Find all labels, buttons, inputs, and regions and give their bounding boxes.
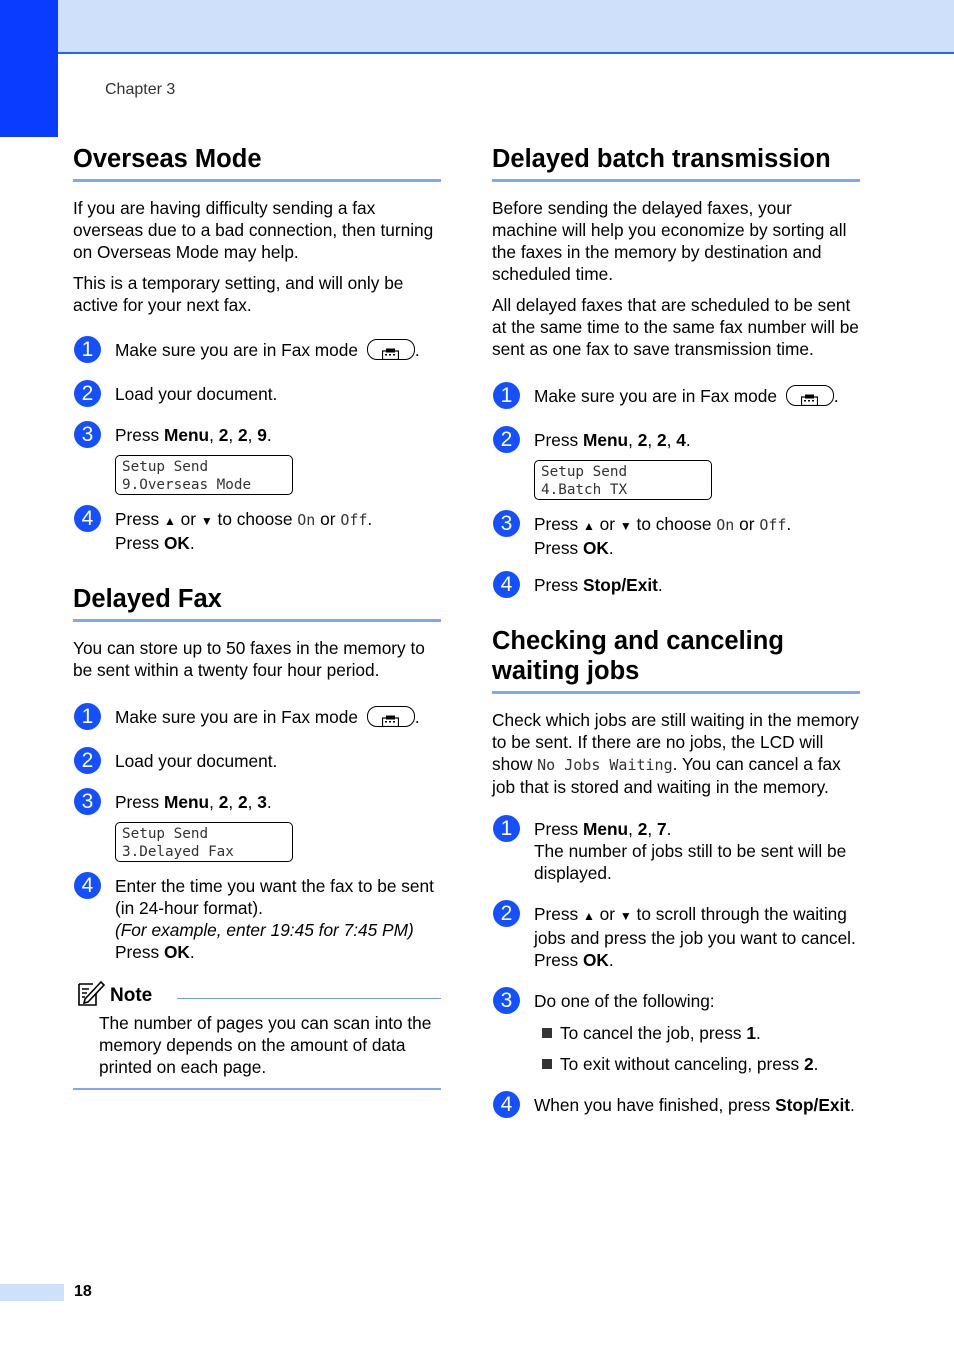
overseas-step-3: 3 Press Menu, 2, 2, 9. <box>73 424 441 446</box>
checking-step-4: 4 When you have finished, press Stop/Exit. <box>492 1094 860 1116</box>
delayed-step-4: 4 Enter the time you want the fax to be sent (in 24-hour format). (For example, enter 19:45 for 7:45 PM) Press OK. <box>73 875 441 963</box>
overseas-note: This is a temporary setting, and will only be active for your next fax. <box>73 273 404 315</box>
step-number-icon: 2 <box>493 900 520 927</box>
overseas-step-1: 1 Make sure you are in Fax mode . <box>73 339 441 361</box>
heading-overseas-mode: Overseas Mode <box>73 144 441 182</box>
lcd-delayed-fax: Setup Send 3.Delayed Fax <box>115 822 293 862</box>
heading-delayed-batch: Delayed batch transmission <box>492 144 860 182</box>
step-number-icon: 4 <box>493 1091 520 1118</box>
header-band <box>0 0 954 54</box>
option-exit: To exit without canceling, press 2. <box>534 1053 860 1075</box>
step-number-icon: 1 <box>493 815 520 842</box>
note-title: Note <box>110 985 153 1006</box>
step-number-icon: 3 <box>74 421 101 448</box>
checking-intro: Check which jobs are still waiting in the memory to be sent. If there are no jobs, the LCD will show No Jobs Waiting. You can cancel a fax job that is stored and waiting in the memory. <box>492 710 859 797</box>
batch-step-1: 1 Make sure you are in Fax mode . <box>492 385 860 407</box>
batch-step-4: 4 Press Stop/Exit. <box>492 574 860 596</box>
lcd-overseas: Setup Send 9.Overseas Mode <box>115 455 293 495</box>
delayed-step-1: 1 Make sure you are in Fax mode . <box>73 706 441 728</box>
step-number-icon: 1 <box>74 336 101 363</box>
page-number: 18 <box>74 1283 92 1300</box>
bullet-square-icon <box>542 1059 552 1069</box>
checking-step-1: 1 Press Menu, 2, 7. The number of jobs still to be sent will be displayed. <box>492 818 860 884</box>
heading-checking-jobs: Checking and canceling waiting jobs <box>492 626 860 694</box>
step-number-icon: 4 <box>74 505 101 532</box>
lcd-batch: Setup Send 4.Batch TX <box>534 460 712 500</box>
batch-step-3: 3 Press ▲ or ▼ to choose On or Off. Press OK. <box>492 513 860 559</box>
fax-key-icon <box>367 706 415 727</box>
batch-detail: All delayed faxes that are scheduled to be sent at the same time to the same fax number will be sent as one fax to save transmission time. <box>492 295 859 359</box>
step-number-icon: 2 <box>74 747 101 774</box>
note-header <box>73 978 441 1012</box>
overseas-intro: If you are having difficulty sending a fax overseas due to a bad connection, then turning on Overseas Mode may help. <box>73 198 434 262</box>
heading-delayed-fax: Delayed Fax <box>73 584 441 622</box>
step-number-icon: 3 <box>493 987 520 1014</box>
left-column <box>73 144 441 1090</box>
delayed-step-3: 3 Press Menu, 2, 2, 3. <box>73 791 441 813</box>
step-number-icon: 3 <box>74 788 101 815</box>
delayed-fax-intro: You can store up to 50 faxes in the memory to be sent within a twenty four hour period. <box>73 638 425 680</box>
step-number-icon: 4 <box>74 872 101 899</box>
option-cancel-job: To cancel the job, press 1. <box>534 1022 860 1044</box>
batch-intro: Before sending the delayed faxes, your machine will help you economize by sorting all the faxes in the memory by destination and scheduled time. <box>492 198 847 284</box>
chapter-label: Chapter 3 <box>105 81 176 98</box>
chapter-tab <box>0 0 58 137</box>
right-column <box>492 144 860 1116</box>
step-number-icon: 1 <box>74 703 101 730</box>
step-number-icon: 1 <box>493 382 520 409</box>
checking-step-3: 3 Do one of the following: <box>492 990 860 1012</box>
page-number-bar <box>0 1284 64 1301</box>
delayed-step-2: 2 Load your document. <box>73 750 441 772</box>
batch-step-2: 2 Press Menu, 2, 2, 4. <box>492 429 860 451</box>
overseas-step-4: 4 Press ▲ or ▼ to choose On or Off. Press OK. <box>73 508 441 554</box>
step-number-icon: 2 <box>493 426 520 453</box>
note-pencil-icon <box>76 978 106 1008</box>
step-number-icon: 3 <box>493 510 520 537</box>
step-number-icon: 2 <box>74 380 101 407</box>
note-end-rule <box>73 1078 441 1090</box>
note-rule <box>177 998 441 999</box>
bullet-square-icon <box>542 1028 552 1038</box>
overseas-step-2: 2 Load your document. <box>73 383 441 405</box>
fax-key-icon <box>786 385 834 406</box>
fax-key-icon <box>367 339 415 360</box>
step-number-icon: 4 <box>493 571 520 598</box>
checking-step-2: 2 Press ▲ or ▼ to scroll through the waiting jobs and press the job you want to cancel. Press OK. <box>492 903 860 971</box>
note-body: The number of pages you can scan into the memory depends on the amount of data printed on each page. <box>99 1013 432 1077</box>
